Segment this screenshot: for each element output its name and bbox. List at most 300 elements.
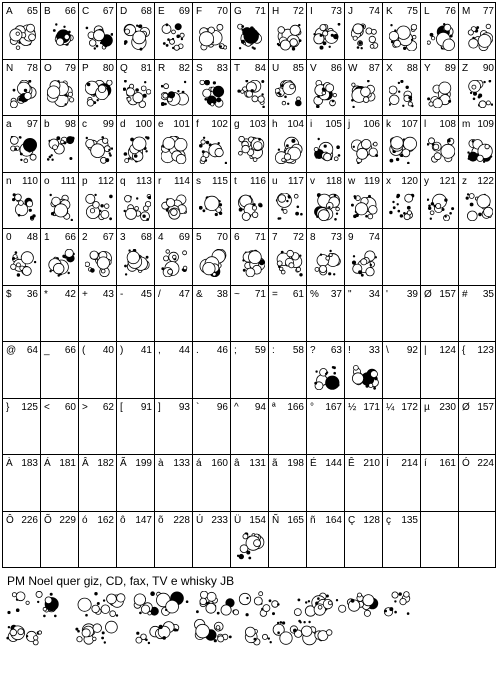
bubble-mark [10, 137, 18, 145]
bubble-mark [429, 138, 435, 144]
bubble-mark [53, 145, 58, 150]
cell-header [116, 119, 154, 131]
bubble-mark [163, 43, 165, 45]
cell-character: Ú [196, 515, 204, 526]
bubble-glyph [47, 136, 75, 164]
cell-character: à [158, 458, 164, 469]
cell-header [230, 289, 268, 301]
cell-character: K [386, 6, 393, 17]
cell-char-code: 38 [216, 289, 228, 300]
bubble-mark [485, 144, 489, 148]
cell-header [78, 458, 116, 470]
cell-header [306, 63, 344, 75]
cell-header [230, 515, 268, 527]
bubble-mark [101, 210, 109, 218]
bubble-mark [239, 554, 244, 559]
bubble-mark [352, 261, 355, 264]
bubble-mark [259, 204, 262, 207]
glyph-cell [420, 172, 458, 230]
bubble-mark [97, 257, 109, 269]
bubble-mark [323, 42, 326, 45]
bubble-mark [203, 262, 215, 274]
bubble-mark [468, 152, 470, 154]
bubble-mark [47, 86, 59, 98]
cell-char-code: 67 [102, 232, 114, 243]
cell-char-code: 39 [406, 289, 418, 300]
cell-char-code: 107 [401, 119, 418, 130]
glyph-cell [40, 285, 78, 343]
cell-char-code: 86 [330, 63, 342, 74]
cell-character: Ñ [272, 515, 280, 526]
bubble-mark [219, 94, 221, 96]
cell-header [192, 402, 230, 414]
cell-header [420, 515, 458, 527]
cell-header [154, 119, 192, 131]
cell-character: O [44, 63, 52, 74]
bubble-mark [467, 194, 469, 196]
bubble-glyph [313, 249, 341, 277]
bubble-mark [262, 80, 264, 82]
bubble-glyph [123, 249, 151, 277]
bubble-mark [401, 154, 403, 156]
bubble-mark [427, 41, 430, 44]
bubble-mark [173, 255, 177, 259]
bubble-mark [334, 372, 336, 374]
bubble-glyph [199, 136, 227, 164]
cell-header [230, 345, 268, 357]
bubble-mark [443, 23, 445, 25]
bubble-mark [293, 629, 296, 632]
bubble-mark [411, 39, 413, 41]
cell-char-code: 104 [287, 119, 304, 130]
cell-header [116, 232, 154, 244]
bubble-mark [52, 159, 54, 161]
cell-header [40, 63, 78, 75]
bubble-mark [296, 212, 299, 215]
cell-header [268, 458, 306, 470]
cell-header [458, 119, 496, 131]
bubble-mark [101, 605, 110, 614]
cell-character: í [424, 458, 427, 469]
bubble-mark [78, 598, 91, 611]
bubble-mark [117, 594, 125, 602]
bubble-mark [391, 41, 393, 43]
bubble-mark [77, 637, 82, 642]
cell-header [344, 63, 382, 75]
glyph-cell [78, 398, 116, 456]
cell-char-code: 68 [140, 232, 152, 243]
bubble-mark [11, 626, 14, 629]
bubble-mark [479, 94, 482, 97]
bubble-glyph [389, 23, 417, 51]
bubble-glyph [161, 80, 189, 108]
bubble-mark [483, 161, 485, 163]
glyph-cell [78, 115, 116, 173]
bubble-mark [373, 142, 377, 146]
bubble-glyph [123, 136, 151, 164]
bubble-mark [82, 629, 90, 637]
bubble-mark [282, 622, 284, 624]
bubble-mark [336, 599, 338, 601]
bubble-mark [470, 203, 473, 206]
cell-char-code: 33 [368, 345, 380, 356]
bubble-mark [314, 34, 324, 44]
bubble-mark [127, 97, 131, 101]
bubble-mark [285, 96, 287, 98]
bubble-mark [217, 612, 219, 614]
bubble-mark [468, 30, 473, 35]
cell-header [40, 232, 78, 244]
bubble-mark [439, 82, 451, 94]
bubble-mark [65, 249, 73, 257]
bubble-mark [86, 27, 88, 29]
glyph-cell [2, 454, 40, 512]
cell-char-code: 144 [325, 458, 342, 469]
bubble-mark [262, 634, 267, 639]
cell-character: Y [424, 63, 431, 74]
bubble-mark [479, 213, 482, 216]
bubble-mark [102, 632, 104, 634]
bubble-mark [338, 155, 340, 157]
bubble-mark [206, 603, 216, 613]
glyph-cell [154, 511, 192, 569]
bubble-mark [280, 632, 292, 644]
bubble-mark [283, 209, 287, 213]
bubble-mark [252, 206, 256, 210]
cell-character: á [196, 458, 202, 469]
cell-header [230, 6, 268, 18]
bubble-glyph [351, 249, 379, 277]
bubble-mark [278, 218, 280, 220]
bubble-glyph [199, 249, 227, 277]
cell-character: õ [158, 515, 164, 526]
bubble-mark [469, 39, 478, 48]
glyph-cell [306, 285, 344, 343]
bubble-mark [324, 145, 326, 147]
bubble-mark [329, 207, 331, 209]
cell-character: D [120, 6, 128, 17]
bubble-mark [199, 144, 202, 147]
bubble-mark [406, 86, 409, 89]
bubble-mark [199, 206, 202, 209]
cell-char-code: 97 [26, 119, 38, 130]
cell-char-code: 214 [401, 458, 418, 469]
cell-header [382, 176, 420, 188]
bubble-glyph [313, 80, 341, 108]
bubble-glyph [465, 193, 493, 221]
cell-char-code: 226 [21, 515, 38, 526]
bubble-mark [199, 32, 213, 46]
cell-char-code: 106 [363, 119, 380, 130]
bubble-mark [371, 371, 378, 378]
bubble-mark [259, 138, 261, 140]
cell-header [154, 515, 192, 527]
bubble-mark [146, 90, 151, 95]
bubble-mark [445, 199, 448, 202]
bubble-mark [357, 47, 359, 49]
bubble-mark [278, 92, 280, 94]
bubble-glyph [465, 136, 493, 164]
bubble-mark [339, 605, 346, 612]
glyph-cell [40, 398, 78, 456]
glyph-cell [458, 59, 496, 117]
bubble-mark [101, 269, 105, 273]
cell-character: $ [6, 289, 12, 300]
glyph-cell [420, 511, 458, 569]
bubble-mark [176, 154, 186, 164]
bubble-mark [269, 600, 271, 602]
bubble-mark [56, 38, 63, 45]
glyph-cell [192, 285, 230, 343]
bubble-mark [17, 274, 20, 277]
bubble-mark [233, 610, 238, 615]
bubble-mark [368, 195, 370, 197]
bubble-mark [336, 385, 338, 387]
cell-header [154, 289, 192, 301]
bubble-mark [318, 138, 320, 140]
cell-char-code: 94 [254, 402, 266, 413]
bubble-mark [145, 137, 147, 139]
glyph-cell [192, 454, 230, 512]
bubble-mark [87, 100, 94, 107]
glyph-cell [344, 228, 382, 286]
glyph-cell [268, 172, 306, 230]
bubble-mark [278, 195, 286, 203]
bubble-mark [272, 613, 274, 615]
cell-character: h [272, 119, 278, 130]
bubble-mark [352, 373, 363, 384]
glyph-cell [382, 511, 420, 569]
bubble-mark [61, 140, 65, 144]
bubble-mark [407, 162, 409, 164]
bubble-mark [299, 620, 301, 622]
bubble-mark [314, 33, 316, 35]
glyph-cell [116, 511, 154, 569]
bubble-mark [164, 256, 169, 261]
cell-char-code: 89 [444, 63, 456, 74]
bubble-mark [143, 215, 146, 218]
bubble-mark [27, 24, 35, 32]
bubble-mark [125, 159, 129, 163]
cell-char-code: 42 [64, 289, 76, 300]
bubble-mark [225, 162, 227, 164]
bubble-mark [175, 24, 181, 30]
bubble-mark [320, 35, 322, 37]
cell-char-code: 71 [254, 289, 266, 300]
cell-char-code: 67 [102, 6, 114, 17]
glyph-cell [306, 398, 344, 456]
glyph-cell [382, 228, 420, 286]
bubble-mark [385, 610, 387, 612]
bubble-mark [397, 204, 399, 206]
cell-character: { [462, 345, 466, 356]
glyph-cell [154, 285, 192, 343]
bubble-mark [166, 44, 168, 46]
cell-character: V [310, 63, 317, 74]
cell-char-code: 90 [482, 63, 494, 74]
bubble-mark [166, 250, 170, 254]
bubble-mark [7, 637, 9, 639]
glyph-cell [40, 115, 78, 173]
bubble-mark [322, 91, 326, 95]
cell-character: ? [310, 345, 316, 356]
bubble-mark [19, 98, 22, 101]
glyph-cell [154, 2, 192, 60]
bubble-glyph [199, 23, 227, 51]
bubble-mark [431, 203, 434, 206]
bubble-mark [486, 101, 490, 105]
glyph-cell [344, 285, 382, 343]
bubble-mark [469, 194, 474, 199]
bubble-glyph [351, 136, 379, 164]
cell-character: 0 [6, 232, 12, 243]
bubble-mark [124, 41, 127, 44]
glyph-cell [78, 285, 116, 343]
cell-character: a [6, 119, 12, 130]
cell-character: S [196, 63, 203, 74]
bubble-mark [110, 218, 112, 220]
bubble-mark [96, 45, 98, 47]
cell-header [458, 515, 496, 527]
cell-char-code: 105 [325, 119, 342, 130]
bubble-mark [129, 250, 131, 252]
bubble-mark [389, 95, 399, 105]
cell-character: @ [6, 345, 17, 356]
cell-character: m [462, 119, 471, 130]
cell-header [116, 402, 154, 414]
cell-character: Z [462, 63, 469, 74]
glyph-cell [116, 228, 154, 286]
cell-character: > [82, 402, 88, 413]
bubble-mark [201, 156, 206, 161]
bubble-mark [68, 92, 72, 96]
bubble-mark [364, 610, 370, 616]
cell-char-code: 147 [135, 515, 152, 526]
bubble-mark [200, 598, 207, 605]
bubble-mark [334, 367, 336, 369]
glyph-cell [40, 172, 78, 230]
bubble-mark [294, 194, 298, 198]
bubble-mark [361, 139, 371, 149]
bubble-mark [109, 149, 111, 151]
cell-char-code: 228 [173, 515, 190, 526]
bubble-mark [332, 100, 334, 102]
bubble-mark [466, 197, 468, 199]
bubble-mark [43, 607, 47, 611]
bubble-mark [403, 47, 406, 50]
cell-header [306, 458, 344, 470]
cell-char-code: 98 [64, 119, 76, 130]
bubble-mark [243, 269, 245, 271]
character-map-grid [2, 2, 496, 568]
glyph-cell [154, 228, 192, 286]
bubble-mark [370, 264, 372, 266]
cell-character: L [424, 6, 430, 17]
cell-character: f [196, 119, 199, 130]
bubble-mark [357, 148, 368, 159]
cell-character: c [82, 119, 87, 130]
bubble-mark [136, 198, 138, 200]
bubble-mark [214, 640, 216, 642]
bubble-mark [281, 251, 283, 253]
cell-character: É [310, 458, 317, 469]
bubble-mark [184, 81, 186, 83]
bubble-mark [292, 139, 295, 142]
bubble-mark [363, 97, 369, 103]
bubble-mark [318, 598, 320, 600]
cell-char-code: 92 [406, 345, 418, 356]
bubble-mark [91, 144, 105, 158]
bubble-glyph [275, 193, 303, 221]
bubble-mark [95, 592, 98, 595]
glyph-cell [40, 59, 78, 117]
bubble-mark [278, 27, 285, 34]
glyph-cell [116, 2, 154, 60]
bubble-mark [441, 144, 455, 158]
cell-char-code: 62 [102, 402, 114, 413]
bubble-mark [368, 214, 373, 219]
cell-character: Ô [6, 515, 14, 526]
cell-header [40, 458, 78, 470]
bubble-glyph [9, 136, 37, 164]
bubble-mark [16, 32, 19, 35]
bubble-mark [101, 205, 104, 208]
cell-char-code: 34 [368, 289, 380, 300]
cell-header [382, 6, 420, 18]
bubble-mark [359, 271, 362, 274]
bubble-mark [393, 207, 395, 209]
bubble-mark [85, 262, 90, 267]
bubble-mark [100, 210, 102, 212]
bubble-mark [196, 611, 198, 613]
glyph-cell [420, 341, 458, 399]
cell-char-code: 102 [211, 119, 228, 130]
glyph-cell [2, 285, 40, 343]
bubble-mark [161, 85, 163, 87]
glyph-cell [2, 228, 40, 286]
bubble-mark [351, 599, 354, 602]
bubble-mark [338, 23, 340, 25]
bubble-mark [329, 46, 331, 48]
bubble-mark [290, 39, 298, 47]
cell-character: G [234, 6, 242, 17]
cell-char-code: 66 [64, 6, 76, 17]
cell-header [306, 289, 344, 301]
bubble-mark [12, 198, 14, 200]
glyph-cell [458, 341, 496, 399]
bubble-mark [239, 151, 243, 155]
bubble-mark [403, 137, 416, 150]
glyph-cell [192, 511, 230, 569]
cell-header [382, 232, 420, 244]
cell-character: w [348, 176, 356, 187]
cell-character: ô [120, 515, 126, 526]
cell-char-code: 87 [368, 63, 380, 74]
glyph-cell [116, 285, 154, 343]
bubble-mark [449, 100, 451, 102]
glyph-cell [116, 115, 154, 173]
bubble-mark [29, 209, 31, 211]
cell-char-code: 100 [135, 119, 152, 130]
bubble-mark [353, 106, 355, 108]
bubble-glyph [9, 23, 37, 51]
bubble-mark [137, 632, 139, 634]
bubble-glyph [123, 80, 151, 108]
bubble-glyph [47, 80, 75, 108]
bubble-mark [107, 594, 117, 604]
bubble-glyph [237, 249, 265, 277]
bubble-mark [290, 84, 295, 89]
